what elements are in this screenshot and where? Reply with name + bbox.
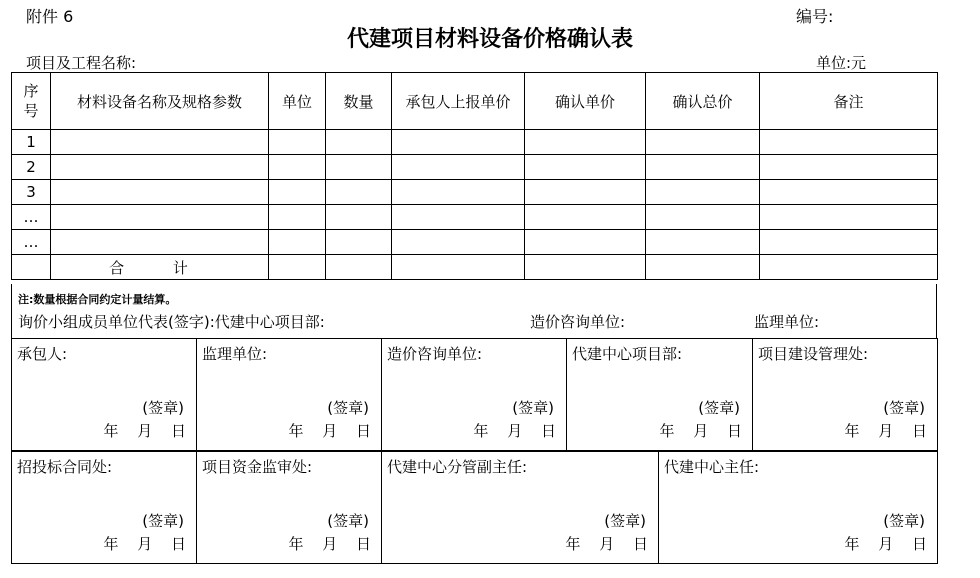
cell-name[interactable] xyxy=(51,230,269,255)
signature-title: 代建中心项目部: xyxy=(572,345,683,363)
cell-confirmed-price[interactable] xyxy=(525,155,646,180)
cell-confirmed-total[interactable] xyxy=(646,230,760,255)
table-row xyxy=(12,230,938,255)
column-header-quantity: 数量 xyxy=(326,73,392,130)
cell-contractor-price[interactable] xyxy=(392,180,525,205)
signature-title: 承包人: xyxy=(17,345,68,363)
signature-row-1 xyxy=(11,338,938,451)
signature-title: 监理单位: xyxy=(202,345,268,363)
seal-label: (签章) xyxy=(142,399,184,417)
cell-quantity[interactable] xyxy=(326,230,392,255)
row-seq: 1 xyxy=(12,130,51,155)
total-remarks[interactable] xyxy=(760,255,938,280)
seal-label: (签章) xyxy=(512,399,554,417)
row-seq: 3 xyxy=(12,180,51,205)
cell-unit[interactable] xyxy=(269,180,326,205)
cell-unit[interactable] xyxy=(269,155,326,180)
total-confirmed-total[interactable] xyxy=(646,255,760,280)
cell-confirmed-total[interactable] xyxy=(646,130,760,155)
cell-remarks[interactable] xyxy=(760,230,938,255)
signature-box-deputy-director[interactable] xyxy=(382,452,659,564)
date-label: 年 月 日 xyxy=(103,535,186,553)
signature-box-director[interactable] xyxy=(659,452,938,564)
total-contractor-price[interactable] xyxy=(392,255,525,280)
signature-title: 代建中心主任: xyxy=(664,458,760,476)
signature-title: 项目建设管理处: xyxy=(758,345,869,363)
cell-confirmed-price[interactable] xyxy=(525,230,646,255)
date-label: 年 月 日 xyxy=(288,535,371,553)
seal-label: (签章) xyxy=(883,512,925,530)
form-title: 代建项目材料设备价格确认表 xyxy=(346,26,633,52)
signature-box-construction-management[interactable] xyxy=(753,339,938,451)
signature-box-cost-consulting[interactable] xyxy=(382,339,567,451)
seal-label: (签章) xyxy=(327,512,369,530)
currency-unit-label: 单位:元 xyxy=(816,54,867,72)
date-label: 年 月 日 xyxy=(473,422,556,440)
cost-consulting-unit-label: 造价咨询单位: xyxy=(530,313,626,331)
signature-box-supervision[interactable] xyxy=(197,339,382,451)
cell-confirmed-total[interactable] xyxy=(646,205,760,230)
seal-label: (签章) xyxy=(327,399,369,417)
cell-remarks[interactable] xyxy=(760,180,938,205)
cell-name[interactable] xyxy=(51,155,269,180)
cell-confirmed-price[interactable] xyxy=(525,205,646,230)
row-seq: … xyxy=(12,230,51,255)
supervision-unit-label: 监理单位: xyxy=(754,313,820,331)
column-header-contractor-price: 承包人上报单价 xyxy=(392,73,525,130)
cell-name[interactable] xyxy=(51,205,269,230)
column-header-seq-top: 序 xyxy=(23,82,39,100)
total-seq-cell xyxy=(12,255,51,280)
table-row xyxy=(12,205,938,230)
cell-contractor-price[interactable] xyxy=(392,230,525,255)
cell-unit[interactable] xyxy=(269,230,326,255)
seal-label: (签章) xyxy=(698,399,740,417)
cell-remarks[interactable] xyxy=(760,205,938,230)
price-table xyxy=(11,72,938,280)
seal-label: (签章) xyxy=(142,512,184,530)
signature-title: 代建中心分管副主任: xyxy=(387,458,528,476)
column-header-seq-bottom: 号 xyxy=(23,102,39,120)
cell-remarks[interactable] xyxy=(760,155,938,180)
total-quantity[interactable] xyxy=(326,255,392,280)
attachment-label: 附件 6 xyxy=(26,7,74,26)
signature-box-bidding-contract[interactable] xyxy=(12,452,197,564)
row-seq: … xyxy=(12,205,51,230)
column-header-confirmed-total: 确认总价 xyxy=(646,73,760,130)
table-row xyxy=(12,180,938,205)
table-header-row xyxy=(12,73,938,130)
cell-remarks[interactable] xyxy=(760,130,938,155)
total-row xyxy=(12,255,938,280)
cell-quantity[interactable] xyxy=(326,155,392,180)
settlement-note: 注:数量根据合同约定计量结算。 xyxy=(18,293,177,306)
date-label: 年 月 日 xyxy=(103,422,186,440)
seal-label: (签章) xyxy=(604,512,646,530)
project-name-label: 项目及工程名称: xyxy=(26,54,137,72)
cell-contractor-price[interactable] xyxy=(392,205,525,230)
column-header-seq xyxy=(12,73,51,130)
signature-row-2 xyxy=(11,451,938,564)
column-header-name: 材料设备名称及规格参数 xyxy=(51,73,269,130)
cell-quantity[interactable] xyxy=(326,180,392,205)
date-label: 年 月 日 xyxy=(844,422,927,440)
row-seq: 2 xyxy=(12,155,51,180)
seal-label: (签章) xyxy=(883,399,925,417)
inquiry-team-label: 询价小组成员单位代表(签字):代建中心项目部: xyxy=(18,313,325,331)
date-label: 年 月 日 xyxy=(844,535,927,553)
cell-contractor-price[interactable] xyxy=(392,130,525,155)
cell-contractor-price[interactable] xyxy=(392,155,525,180)
cell-confirmed-price[interactable] xyxy=(525,180,646,205)
date-label: 年 月 日 xyxy=(659,422,742,440)
total-confirmed-price[interactable] xyxy=(525,255,646,280)
table-row xyxy=(12,130,938,155)
total-unit[interactable] xyxy=(269,255,326,280)
signature-box-fund-audit[interactable] xyxy=(197,452,382,564)
notes-section xyxy=(11,284,937,338)
cell-quantity[interactable] xyxy=(326,205,392,230)
cell-confirmed-total[interactable] xyxy=(646,155,760,180)
signature-title: 招投标合同处: xyxy=(17,458,113,476)
signature-box-contractor[interactable] xyxy=(12,339,197,451)
serial-number-label: 编号: xyxy=(796,7,834,26)
column-header-remarks: 备注 xyxy=(760,73,938,130)
table-row xyxy=(12,155,938,180)
cell-unit[interactable] xyxy=(269,205,326,230)
cell-unit[interactable] xyxy=(269,130,326,155)
cell-confirmed-price[interactable] xyxy=(525,130,646,155)
cell-quantity[interactable] xyxy=(326,130,392,155)
cell-name[interactable] xyxy=(51,130,269,155)
signature-title: 项目资金监审处: xyxy=(202,458,313,476)
total-label: 合 计 xyxy=(51,255,269,280)
cell-name[interactable] xyxy=(51,180,269,205)
signature-title: 造价咨询单位: xyxy=(387,345,483,363)
signature-box-project-department[interactable] xyxy=(567,339,753,451)
date-label: 年 月 日 xyxy=(288,422,371,440)
cell-confirmed-total[interactable] xyxy=(646,180,760,205)
date-label: 年 月 日 xyxy=(565,535,648,553)
column-header-unit: 单位 xyxy=(269,73,326,130)
column-header-confirmed-price: 确认单价 xyxy=(525,73,646,130)
